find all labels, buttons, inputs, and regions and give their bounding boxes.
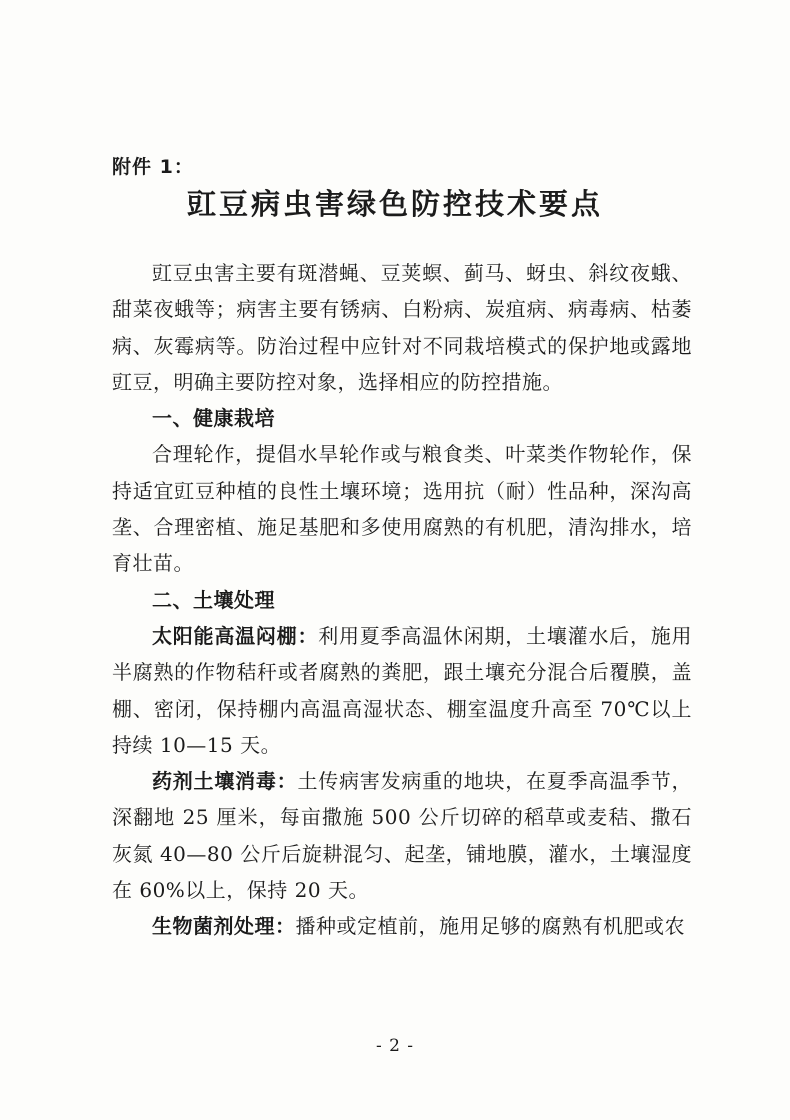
paragraph-lead: 药剂土壤消毒： xyxy=(152,769,298,794)
paragraph-lead: 生物菌剂处理： xyxy=(152,914,296,939)
paragraph-text: 土传病害发病重的地块，在夏季高温季节，深翻地 25 厘米，每亩撒施 500 公斤切碎的稻草或麦秸、撒石灰氮 40—80 公斤后旋耕混匀、起垄，铺地膜，灌水，土壤湿度在 60%以上，保持 20 天。 xyxy=(112,769,693,903)
paragraph-text: 利用夏季高温休闲期，土壤灌水后，施用半腐熟的作物秸秆或者腐熟的粪肥，跟土壤充分混合后覆膜，盖棚、密闭，保持棚内高温高湿状态、棚室温度升高至 70℃以上持续 10—15 天。 xyxy=(112,623,693,757)
chemical-soil-disinfection-paragraph xyxy=(112,763,692,908)
page-title: 豇豆病虫害绿色防控技术要点 xyxy=(186,187,603,221)
healthy-cultivation-paragraph: 合理轮作，提倡水旱轮作或与粮食类、叶菜类作物轮作，保持适宜豇豆种植的良性土壤环境；选用抗（耐）性品种，深沟高垄、合理密植、施足基肥和多使用腐熟的有机肥，清沟排水，培育壮苗。 xyxy=(112,442,692,576)
paragraph-text: 播种或定植前，施用足够的腐熟有机肥或农 xyxy=(295,914,685,939)
document-body xyxy=(112,255,692,945)
section-heading-soil-treatment: 二、土壤处理 xyxy=(152,587,275,612)
attachment-label: 附件 1： xyxy=(112,156,194,178)
page-number: - 2 - xyxy=(375,1036,415,1056)
intro-paragraph: 豇豆虫害主要有斑潜蝇、豆荚螟、蓟马、蚜虫、斜纹夜蛾、甜菜夜蛾等；病害主要有锈病、白粉病、炭疽病、病毒病、枯萎病、灰霉病等。防治过程中应针对不同栽培模式的保护地或露地豇豆，明确主要防控对象，选择相应的防控措施。 xyxy=(112,261,692,394)
biological-agent-paragraph xyxy=(112,908,692,944)
paragraph-lead: 太阳能高温闷棚： xyxy=(152,623,319,648)
solar-greenhouse-paragraph xyxy=(112,618,692,763)
section-heading-healthy-cultivation: 一、健康栽培 xyxy=(152,406,275,431)
